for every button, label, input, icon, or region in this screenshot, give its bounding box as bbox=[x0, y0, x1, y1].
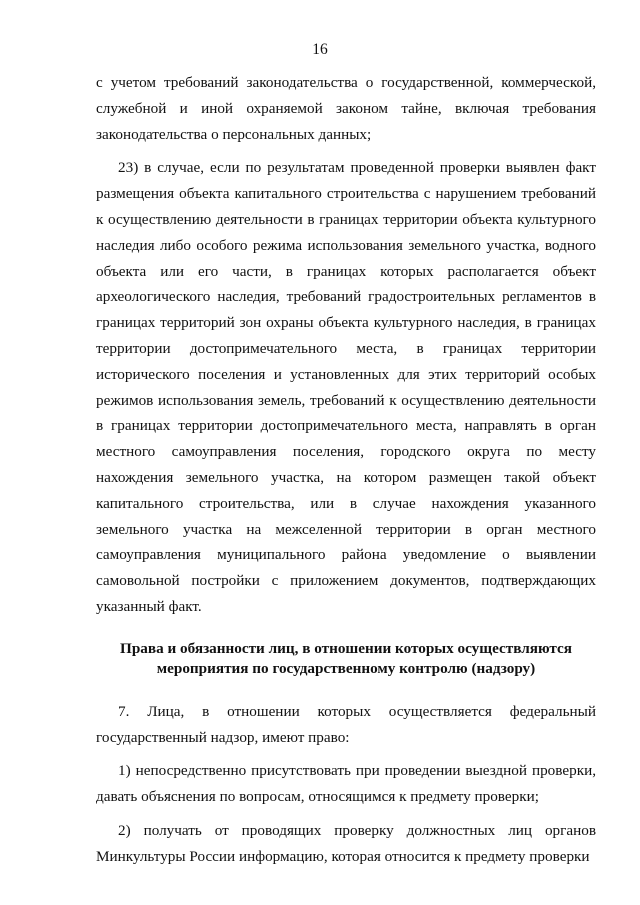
document-body bbox=[96, 70, 596, 870]
section-heading-line-2: мероприятия по государственному контролю (надзору) bbox=[156, 659, 536, 677]
paragraph-confidentiality-clause: с учетом требований законодательства о государственной, коммерческой, служебной и иной охраняемой законом тайне, включая требования законодательства о персональных данных; bbox=[96, 74, 596, 143]
section-heading bbox=[96, 639, 596, 679]
paragraph-item-7: 7. Лица, в отношении которых осуществляется федеральный государственный надзор, имеют право: bbox=[96, 702, 596, 746]
paragraph-right-2: 2) получать от проводящих проверку должностных лиц органов Минкультуры России информацию, которая относится к предмету проверки bbox=[96, 821, 596, 865]
page-number: 16 bbox=[312, 41, 328, 58]
paragraph-right-1: 1) непосредственно присутствовать при проведении выездной проверки, давать объяснения по вопросам, относящимся к предмету проверки; bbox=[96, 762, 596, 806]
section-heading-line-1: Права и обязанности лиц, в отношении которых осуществляются bbox=[120, 639, 572, 657]
paragraph-item-23: 23) в случае, если по результатам проведенной проверки выявлен факт размещения объекта капитального строительства с нарушением требований к осуществлению деятельности в границах территории объекта культурного наследия либо особого режима использования земельного участка, водного объекта или его части, в границах которых располагается объект археологического наследия, требований градостроительных регламентов в границах территорий зон охраны объекта культурного наследия, в границах территории достопримечательного места, в границах территории исторического поселения и установленных для этих территорий особых режимов использования земель, требований к осуществлению деятельности в границах территории достопримечательного места, направлять в орган местного самоуправления поселения, городского округа по месту нахождения земельного участка, на котором размещен такой объект капитального строительства, или в случае нахождения указанного земельного участка на межселенной территории в орган местного самоуправления муниципального района уведомление о выявлении самовольной постройки с приложением документов, подтверждающих указанный факт. bbox=[96, 159, 596, 615]
